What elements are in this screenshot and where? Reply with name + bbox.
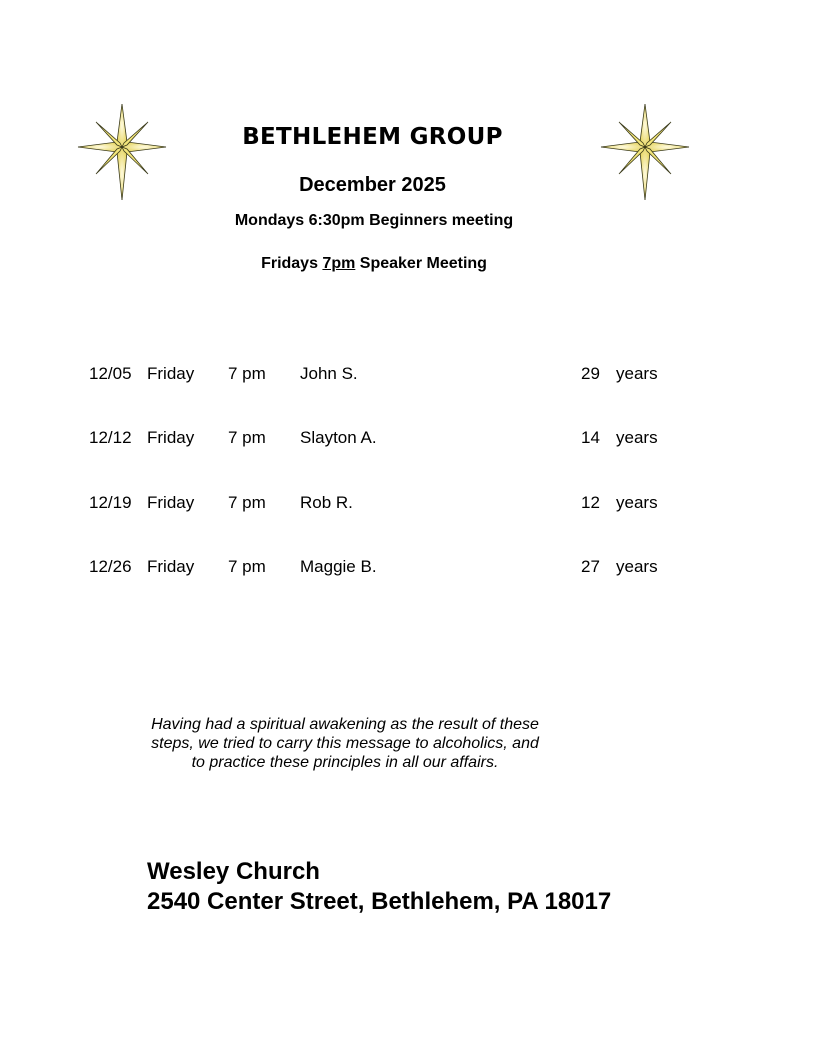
row-time: 7 pm xyxy=(228,557,266,576)
step-twelve-quote: Having had a spiritual awakening as the result of these steps, we tried to carry this message to alcoholics, and to practice these principles in all our affairs. xyxy=(151,716,539,771)
row-date: 12/19 xyxy=(89,493,132,512)
fridays-suffix: Speaker Meeting xyxy=(355,255,487,272)
row-years-unit: years xyxy=(616,493,658,512)
row-speaker: John S. xyxy=(300,364,358,383)
row-years-unit: years xyxy=(616,428,658,447)
group-title: BETHLEHEM GROUP xyxy=(242,124,503,150)
venue-name: Wesley Church xyxy=(147,858,320,885)
row-day: Friday xyxy=(147,557,195,576)
month-heading: December 2025 xyxy=(299,174,446,196)
row-years-count: 29 xyxy=(581,364,600,383)
row-years-count: 12 xyxy=(581,493,600,512)
row-date: 12/12 xyxy=(89,428,132,447)
row-time: 7 pm xyxy=(228,493,266,512)
schedule-row xyxy=(0,428,817,450)
row-years-count: 27 xyxy=(581,557,600,576)
schedule-row xyxy=(0,364,817,386)
row-years-count: 14 xyxy=(581,428,600,447)
row-date: 12/26 xyxy=(89,557,132,576)
row-speaker: Rob R. xyxy=(300,493,353,512)
schedule-row xyxy=(0,557,817,579)
row-years-unit: years xyxy=(616,557,658,576)
row-time: 7 pm xyxy=(228,428,266,447)
venue-address: 2540 Center Street, Bethlehem, PA 18017 xyxy=(147,888,612,915)
row-day: Friday xyxy=(147,364,195,383)
row-speaker: Slayton A. xyxy=(300,428,377,447)
fridays-prefix: Fridays xyxy=(261,255,323,272)
row-day: Friday xyxy=(147,428,195,447)
row-time: 7 pm xyxy=(228,364,266,383)
row-date: 12/05 xyxy=(89,364,132,383)
schedule-row xyxy=(0,493,817,515)
fridays-time: 7pm xyxy=(322,255,356,272)
venue-block xyxy=(147,857,611,917)
row-day: Friday xyxy=(147,493,195,512)
fridays-meeting-line xyxy=(0,255,748,273)
row-years-unit: years xyxy=(616,364,658,383)
mondays-meeting-line: Mondays 6:30pm Beginners meeting xyxy=(234,212,514,229)
row-speaker: Maggie B. xyxy=(300,557,377,576)
